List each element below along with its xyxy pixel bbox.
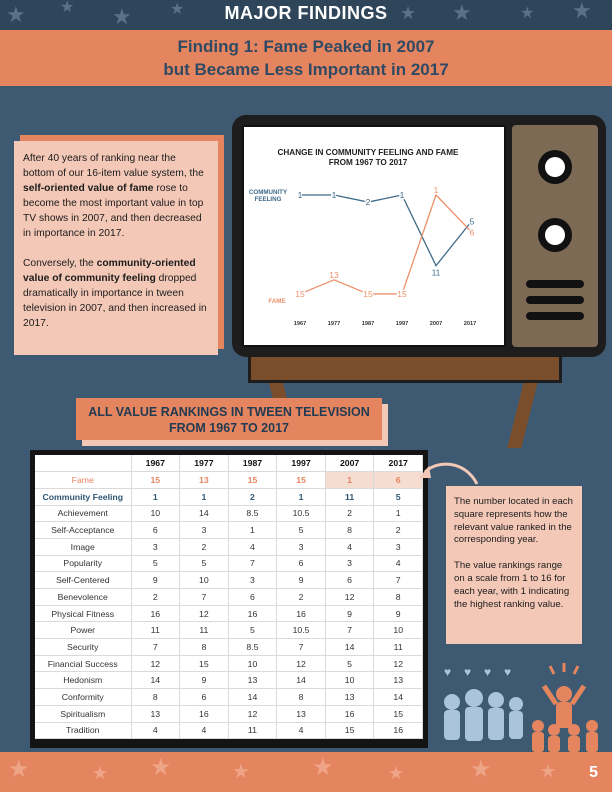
table-row [35,622,423,639]
x-tick-label: 1997 [395,321,409,327]
community-data-label: 2 [365,197,371,208]
star-icon: ★ [400,3,417,23]
table-cell: 12 [180,605,229,622]
fame-data-label: 1 [433,185,439,195]
summary-text: rose to become the most important value in top TV shows in 2007, and then decreased in importance in 2017. [23,183,204,239]
table-row [35,505,423,522]
star-icon: ★ [388,763,405,783]
summary-paragraph-1 [23,151,210,241]
table-header-year: 2007 [325,455,374,472]
table-cell: 3 [325,555,374,572]
star-icon: ★ [92,763,109,783]
table-cell: 9 [131,572,180,589]
table-cell: 15 [374,705,423,722]
table-cell: 5 [228,622,277,639]
table-cell: 8 [180,639,229,656]
table-row-label: Popularity [35,555,131,572]
table-row [35,488,423,505]
heart-icon: ♥ [484,665,492,679]
table-cell: 1 [131,488,180,505]
table-row-label: Self-Acceptance [35,522,131,539]
table-cell: 14 [131,672,180,689]
table-cell: 9 [180,672,229,689]
table-cell: 4 [277,722,326,739]
table-cell: 7 [228,555,277,572]
table-cell: 8 [131,689,180,706]
finding-banner [0,30,612,86]
table-cell: 7 [180,589,229,606]
summary-emphasis: self-oriented value of fame [23,183,154,194]
table-cell: 1 [325,472,374,489]
star-icon: ★ [60,0,75,16]
table-cell: 10.5 [277,505,326,522]
legend-community-line1: COMMUNITY [248,189,288,196]
x-tick-label: 1977 [327,321,341,327]
table-row [35,555,423,572]
tv-leg-right [507,378,538,448]
fame-data-label: 6 [469,227,475,238]
table-cell: 2 [277,589,326,606]
table-cell: 13 [277,705,326,722]
table-row-label: Physical Fitness [35,605,131,622]
table-cell: 2 [180,538,229,555]
table-row [35,572,423,589]
table-row [35,672,423,689]
summary-paragraph-2 [23,256,210,331]
table-cell: 5 [131,555,180,572]
table-cell: 1 [277,488,326,505]
tv-speaker-slot [526,312,584,320]
table-cell: 3 [277,538,326,555]
table-cell: 12 [374,655,423,672]
chart-title-line1: CHANGE IN COMMUNITY FEELING AND FAME [277,148,459,157]
table-cell: 16 [325,705,374,722]
table-cell: 10 [228,655,277,672]
table-cell: 12 [131,655,180,672]
table-cell: 10 [374,622,423,639]
heart-icon: ♥ [444,665,452,679]
table-cell: 14 [374,689,423,706]
table-cell: 6 [374,472,423,489]
table-cell: 3 [374,538,423,555]
community-data-label: 1 [331,190,337,200]
fame-data-label: 15 [397,288,407,299]
table-cell: 6 [180,689,229,706]
page-number: 5 [589,764,598,781]
community-data-label: 1 [399,190,405,200]
table-cell: 2 [325,505,374,522]
table-cell: 11 [131,622,180,639]
table-cell: 4 [180,722,229,739]
table-cell: 13 [131,705,180,722]
star-icon: ★ [232,761,250,783]
legend-fame: FAME [268,298,286,305]
community-data-label: 5 [469,216,475,227]
table-cell: 1 [180,488,229,505]
table-cell: 9 [325,605,374,622]
table-row-label: Community Feeling [35,488,131,505]
x-tick-label: 2007 [429,321,443,327]
summary-emphasis: community-oriented value of community feeling [23,258,196,284]
table-row [35,722,423,739]
table-cell: 2 [131,589,180,606]
table-cell: 3 [131,538,180,555]
table-row [35,538,423,555]
fame-data-label: 15 [363,288,373,299]
table-cell: 16 [277,605,326,622]
table-cell: 15 [131,472,180,489]
table-cell: 15 [325,722,374,739]
table-header-year: 2017 [374,455,423,472]
star-icon: ★ [520,5,535,22]
rankings-table [35,455,423,739]
table-cell: 5 [374,488,423,505]
table-row-label: Spiritualism [35,705,131,722]
table-row-label: Fame [35,472,131,489]
table-cell: 12 [325,589,374,606]
table-cell: 12 [277,655,326,672]
table-row-label: Power [35,622,131,639]
table-row-label: Conformity [35,689,131,706]
summary-text: Conversely, the [23,258,97,269]
x-tick-label: 1987 [361,321,375,327]
table-cell: 7 [277,639,326,656]
x-tick-label: 2017 [463,321,477,327]
table-row-label: Self-Centered [35,572,131,589]
table-cell: 12 [228,705,277,722]
tv-knob-icon [538,218,572,252]
table-header-year: 1977 [180,455,229,472]
table-row-label: Tradition [35,722,131,739]
table-row-label: Benevolence [35,589,131,606]
star-icon: ★ [470,756,492,783]
community-data-label: 1 [297,190,303,200]
table-title-line1: ALL VALUE RANKINGS IN TWEEN TELEVISION [88,405,370,419]
note-paragraph-2: The value rankings range on a scale from 1 to 16 for each year, with 1 indicating the highest ranking value. [454,560,570,610]
heart-icon: ♥ [504,665,512,679]
table-header-year: 1997 [277,455,326,472]
table-cell: 4 [228,538,277,555]
table-cell: 3 [228,572,277,589]
chart-title-line2: FROM 1967 TO 2017 [328,158,408,167]
table-row-label: Security [35,639,131,656]
star-icon: ★ [150,754,172,781]
table-cell: 8 [374,589,423,606]
table-cell: 2 [374,522,423,539]
page-header-title: MAJOR FINDINGS [224,3,388,23]
table-cell: 14 [180,505,229,522]
note-card [446,486,582,644]
table-cell: 10 [180,572,229,589]
table-cell: 4 [374,555,423,572]
table-cell: 5 [180,555,229,572]
table-cell: 9 [374,605,423,622]
table-cell: 14 [277,672,326,689]
table-cell: 6 [131,522,180,539]
table-cell: 13 [374,672,423,689]
star-icon: ★ [8,756,30,783]
heart-icon: ♥ [464,665,472,679]
table-cell: 2 [228,488,277,505]
table-cell: 11 [325,488,374,505]
table-cell: 6 [325,572,374,589]
line-chart [244,127,504,345]
star-icon: ★ [540,761,557,781]
table-header-year: 1987 [228,455,277,472]
star-icon: ★ [452,0,472,25]
table-cell: 8 [325,522,374,539]
table-cell: 6 [228,589,277,606]
table-cell: 4 [325,538,374,555]
star-icon: ★ [312,754,334,781]
table-cell: 1 [374,505,423,522]
bottom-star-band [0,752,612,792]
table-cell: 11 [374,639,423,656]
table-row-label: Financial Success [35,655,131,672]
table-row [35,605,423,622]
table-cell: 5 [277,522,326,539]
table-cell: 8 [277,689,326,706]
legend-community-line2: FEELING [254,196,282,203]
table-header-year: 1967 [131,455,180,472]
fame-data-label: 13 [329,269,339,280]
community-data-label: 11 [431,267,441,278]
table-cell: 9 [277,572,326,589]
star-icon: ★ [6,2,26,27]
table-cell: 5 [325,655,374,672]
summary-card [14,141,218,355]
star-icon: ★ [572,0,592,23]
table-cell: 10.5 [277,622,326,639]
table-cell: 7 [325,622,374,639]
table-row [35,705,423,722]
fame-data-label: 15 [295,288,305,299]
table-row [35,522,423,539]
x-tick-label: 1967 [293,321,307,327]
table-row [35,689,423,706]
summary-text: After 40 years of ranking near the bottom of our 16-item value system, the [23,153,204,179]
table-cell: 7 [374,572,423,589]
table-cell: 13 [180,472,229,489]
table-cell: 10 [131,505,180,522]
table-row [35,589,423,606]
table-header-corner [35,455,131,472]
table-cell: 16 [180,705,229,722]
rankings-table-frame [30,450,428,748]
table-cell: 11 [228,722,277,739]
table-cell: 16 [228,605,277,622]
table-row-label: Hedonism [35,672,131,689]
table-cell: 13 [325,689,374,706]
table-row [35,655,423,672]
table-cell: 14 [228,689,277,706]
table-cell: 8.5 [228,639,277,656]
table-row-label: Image [35,538,131,555]
table-banner [76,398,382,440]
table-cell: 6 [277,555,326,572]
tv-speaker-slot [526,296,584,304]
finding-title-line2: but Became Less Important in 2017 [163,60,449,79]
table-cell: 7 [131,639,180,656]
table-cell: 3 [180,522,229,539]
table-row [35,639,423,656]
star-icon: ★ [170,1,185,18]
table-title-line2: FROM 1967 TO 2017 [169,421,289,435]
note-paragraph-1: The number located in each square represents how the relevant value ranked in the corresponding year. [454,496,573,546]
table-cell: 1 [228,522,277,539]
table-cell: 16 [131,605,180,622]
table-cell: 14 [325,639,374,656]
tv-base [248,355,562,383]
table-cell: 15 [228,472,277,489]
community-feeling-line [300,195,470,266]
summary-text: dropped dramatically in importance in tween television in 2007, and then increased in 2017. [23,273,207,329]
tv-speaker-slot [526,280,584,288]
tv-knob-icon [538,150,572,184]
table-cell: 13 [228,672,277,689]
table-cell: 10 [325,672,374,689]
table-row-label: Achievement [35,505,131,522]
people-group-icon [440,660,608,752]
finding-title-line1: Finding 1: Fame Peaked in 2007 [177,37,435,56]
table-cell: 11 [180,622,229,639]
table-cell: 15 [277,472,326,489]
star-icon: ★ [112,4,132,29]
fame-line [300,195,470,294]
table-cell: 4 [131,722,180,739]
table-cell: 16 [374,722,423,739]
table-cell: 8.5 [228,505,277,522]
table-header-row [35,455,423,472]
table-row [35,472,423,489]
table-cell: 15 [180,655,229,672]
